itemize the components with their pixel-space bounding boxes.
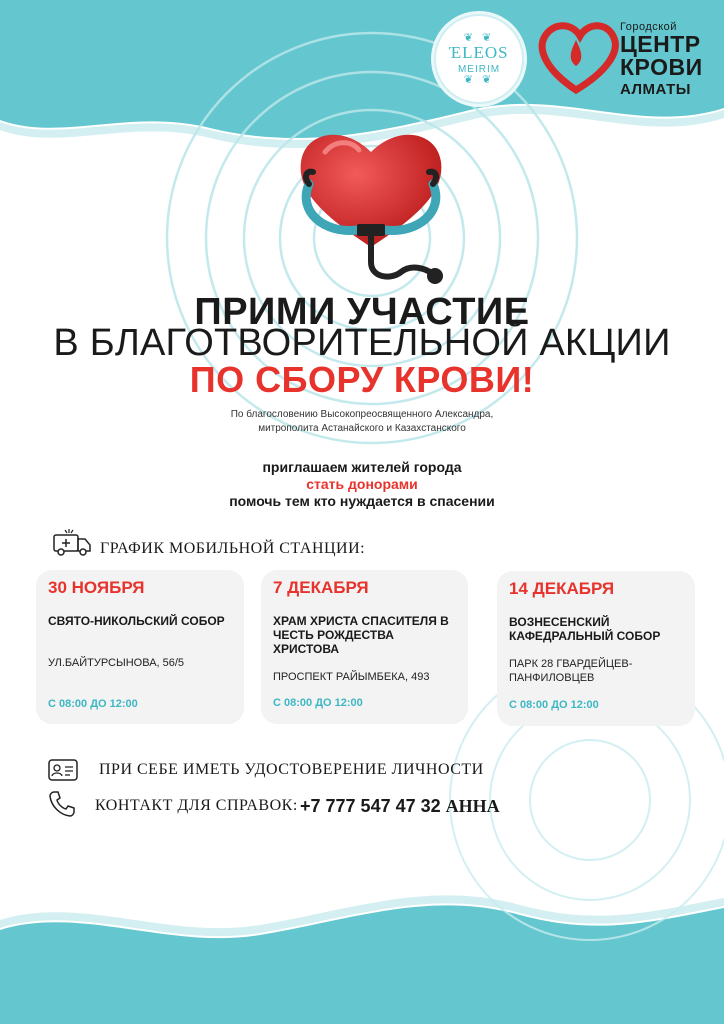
card-place: ВОЗНЕСЕНСКИЙ КАФЕДРАЛЬНЫЙ СОБОР [509, 615, 661, 643]
id-note: ПРИ СЕБЕ ИМЕТЬ УДОСТОВЕРЕНИЕ ЛИЧНОСТИ [99, 761, 484, 778]
card-address: ПАРК 28 ГВАРДЕЙЦЕВ-ПАНФИЛОВЦЕВ [509, 658, 633, 684]
schedule-card-1 [36, 570, 244, 724]
blessing-text [0, 408, 724, 436]
eleos-logo-name: ΈLEOS [449, 43, 509, 62]
card-place: ХРАМ ХРИСТА СПАСИТЕЛЯ В ЧЕСТЬ РОЖДЕСТВА ХРИСТОВА [273, 614, 449, 656]
contact-phone[interactable]: +7 777 547 47 32 [300, 796, 441, 816]
headline-line1: ПРИМИ УЧАСТИЕ [194, 291, 530, 333]
blood-center-city: АЛМАТЫ [620, 81, 691, 98]
card-place: СВЯТО-НИКОЛЬСКИЙ СОБОР [48, 614, 225, 628]
card-time: С 08:00 ДО 12:00 [273, 697, 363, 709]
eleos-logo-sub: MEIRIM [457, 64, 501, 75]
card-date: 14 ДЕКАБРЯ [509, 579, 615, 598]
headline-line2: В БЛАГОТВОРИТЕЛЬНОЙ АКЦИИ [53, 322, 671, 364]
blood-center-big2: КРОВИ [620, 54, 703, 80]
card-address: ПРОСПЕКТ РАЙЫМБЕКА, 493 [273, 671, 430, 683]
invitation-text [0, 459, 724, 510]
contact-phone-line[interactable] [300, 796, 500, 817]
headline-line3: ПО СБОРУ КРОВИ! [189, 359, 535, 400]
laurel-bottom-icon: ❦ ❦ [463, 74, 495, 86]
blessing-line1: По благословению Высокопреосвященного Александра, [230, 409, 494, 420]
blood-center-big1: ЦЕНТР [620, 31, 701, 57]
laurel-icon: ❦ ❦ [463, 32, 495, 44]
card-time: С 08:00 ДО 12:00 [509, 699, 599, 711]
card-date: 30 НОЯБРЯ [48, 578, 145, 597]
card-date: 7 ДЕКАБРЯ [273, 578, 369, 597]
blood-center-logo-text [620, 22, 703, 97]
ambulance-icon [52, 527, 92, 557]
invite-line2: стать донорами [306, 476, 418, 492]
card-address: УЛ.БАЙТУРСЫНОВА, 56/5 [48, 657, 185, 669]
blood-center-small: Городской [620, 21, 677, 33]
schedule-title: ГРАФИК МОБИЛЬНОЙ СТАНЦИИ: [100, 540, 366, 557]
blessing-line2: митрополита Астанайского и Казахстанского [258, 423, 466, 434]
heart-stethoscope-icon [285, 122, 460, 287]
contact-label: КОНТАКТ ДЛЯ СПРАВОК: [95, 797, 298, 814]
id-card-icon [48, 759, 78, 781]
schedule-card-2 [261, 570, 468, 724]
eleos-meirim-logo [434, 14, 524, 104]
card-time: С 08:00 ДО 12:00 [48, 698, 138, 710]
contact-name: АННА [445, 796, 500, 816]
invite-line1: приглашаем жителей города [262, 459, 462, 475]
schedule-card-3 [497, 571, 695, 726]
invite-line3: помочь тем кто нуждается в спасении [229, 493, 495, 509]
phone-icon [48, 790, 76, 818]
